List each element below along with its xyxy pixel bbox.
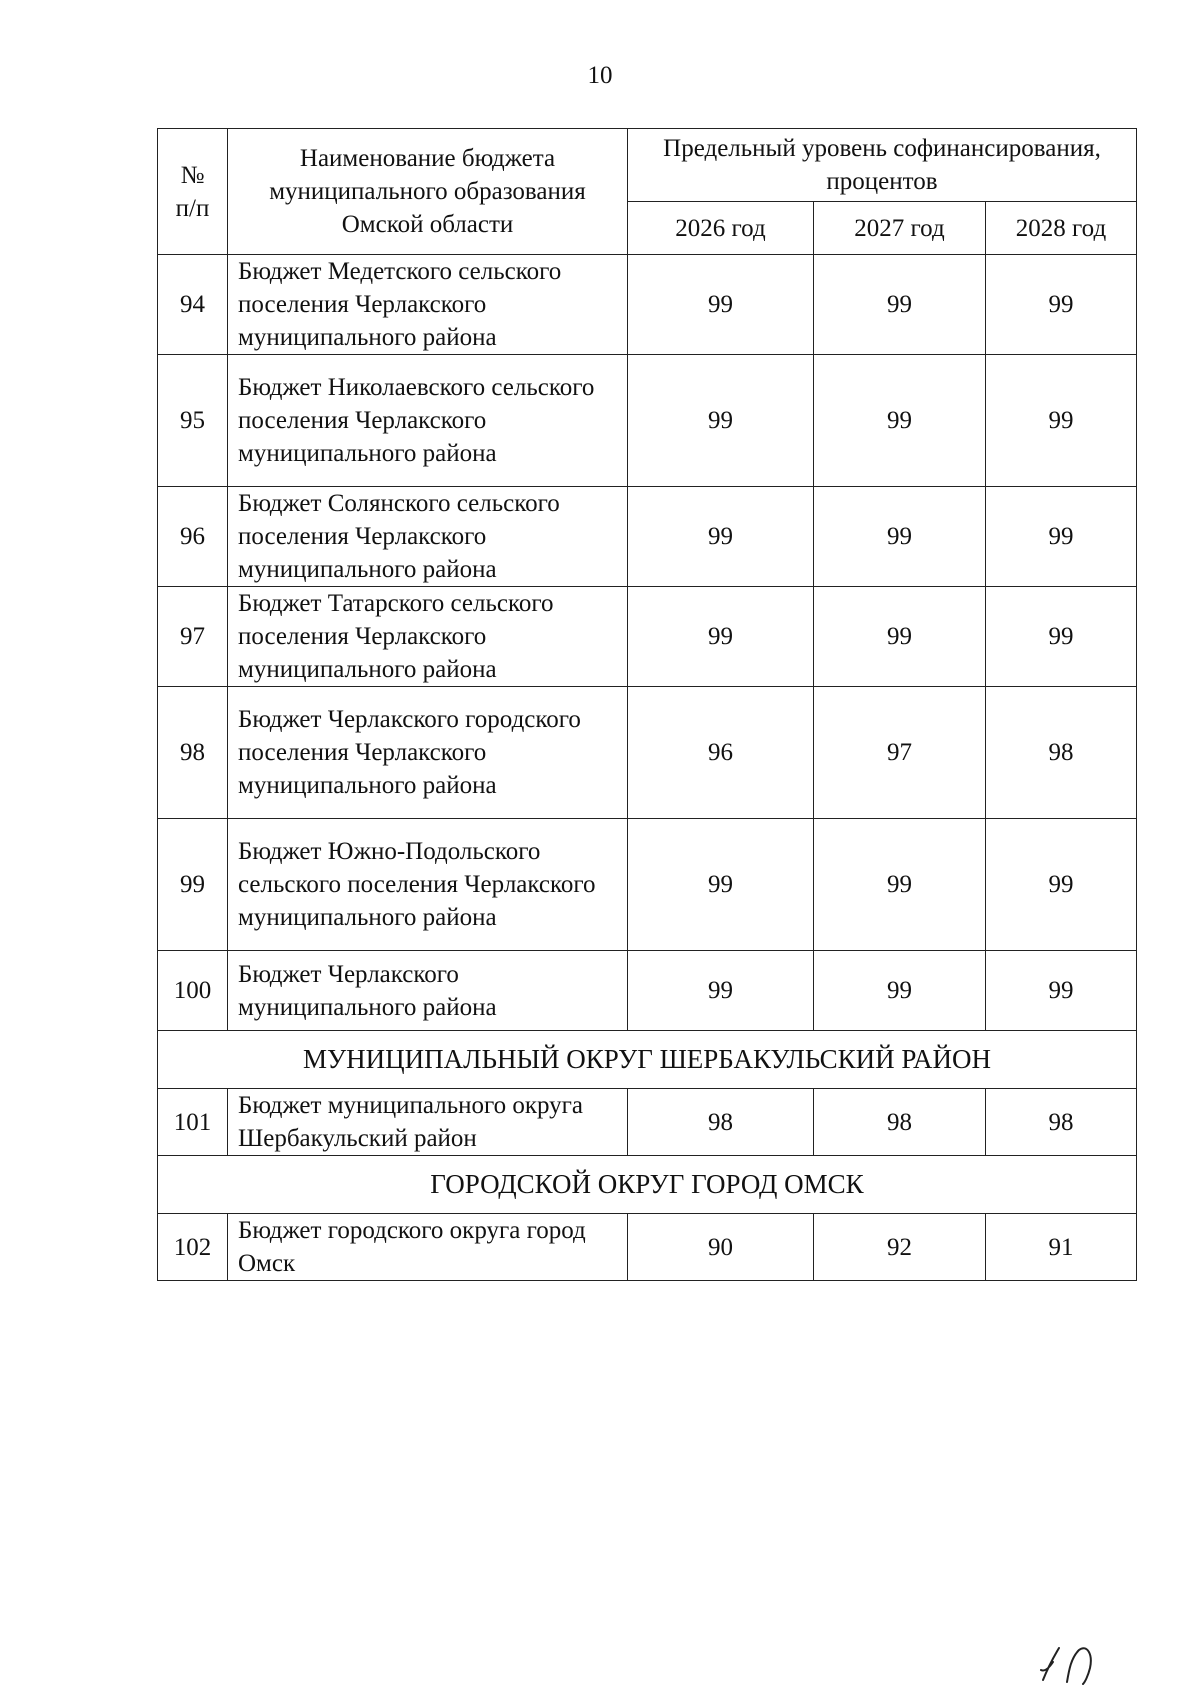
table-row <box>158 255 1137 355</box>
section-row <box>158 1156 1137 1214</box>
budget-name: Бюджет городского округа город Омск <box>228 1214 628 1281</box>
header-year-2028: 2028 год <box>986 202 1137 255</box>
section-row <box>158 1031 1137 1089</box>
row-number: 96 <box>158 487 228 587</box>
value-2026: 96 <box>628 687 814 819</box>
budget-name: Бюджет Татарского сельского поселения Черлакского муниципального района <box>228 587 628 687</box>
table-row <box>158 1214 1137 1281</box>
value-2026: 99 <box>628 587 814 687</box>
value-2028: 99 <box>986 951 1137 1031</box>
header-cofinancing-level: Предельный уровень софинансирования, процентов <box>628 129 1137 202</box>
budget-name: Бюджет Медетского сельского поселения Черлакского муниципального района <box>228 255 628 355</box>
section-title: МУНИЦИПАЛЬНЫЙ ОКРУГ ШЕРБАКУЛЬСКИЙ РАЙОН <box>158 1031 1137 1089</box>
header-number: № п/п <box>158 129 228 255</box>
value-2027: 92 <box>814 1214 986 1281</box>
budget-name: Бюджет муниципального округа Шербакульский район <box>228 1089 628 1156</box>
table-row <box>158 487 1137 587</box>
value-2028: 99 <box>986 255 1137 355</box>
value-2028: 91 <box>986 1214 1137 1281</box>
table-body <box>158 255 1137 1281</box>
row-number: 100 <box>158 951 228 1031</box>
value-2027: 99 <box>814 355 986 487</box>
value-2027: 99 <box>814 951 986 1031</box>
header-budget-name: Наименование бюджета муниципального образования Омской области <box>228 129 628 255</box>
page-number: 10 <box>587 62 613 89</box>
value-2028: 99 <box>986 587 1137 687</box>
budget-name: Бюджет Южно-Подольского сельского поселения Черлакского муниципального района <box>228 819 628 951</box>
row-number: 101 <box>158 1089 228 1156</box>
value-2027: 98 <box>814 1089 986 1156</box>
value-2026: 99 <box>628 951 814 1031</box>
value-2028: 99 <box>986 355 1137 487</box>
value-2026: 99 <box>628 819 814 951</box>
header-year-2027: 2027 год <box>814 202 986 255</box>
row-number: 99 <box>158 819 228 951</box>
value-2028: 99 <box>986 487 1137 587</box>
value-2028: 98 <box>986 1089 1137 1156</box>
value-2026: 99 <box>628 255 814 355</box>
budget-name: Бюджет Черлакского муниципального района <box>228 951 628 1031</box>
row-number: 97 <box>158 587 228 687</box>
budget-name: Бюджет Черлакского городского поселения Черлакского муниципального района <box>228 687 628 819</box>
section-title: ГОРОДСКОЙ ОКРУГ ГОРОД ОМСК <box>158 1156 1137 1214</box>
budget-name: Бюджет Солянского сельского поселения Черлакского муниципального района <box>228 487 628 587</box>
table-row <box>158 1089 1137 1156</box>
value-2027: 99 <box>814 819 986 951</box>
table-row <box>158 355 1137 487</box>
value-2026: 99 <box>628 487 814 587</box>
value-2026: 90 <box>628 1214 814 1281</box>
row-number: 98 <box>158 687 228 819</box>
row-number: 102 <box>158 1214 228 1281</box>
cofinancing-table <box>157 128 1137 1281</box>
table-row <box>158 819 1137 951</box>
value-2027: 99 <box>814 587 986 687</box>
row-number: 95 <box>158 355 228 487</box>
handwritten-signature <box>1035 1640 1105 1688</box>
header-year-2026: 2026 год <box>628 202 814 255</box>
value-2028: 98 <box>986 687 1137 819</box>
budget-name: Бюджет Николаевского сельского поселения Черлакского муниципального района <box>228 355 628 487</box>
value-2026: 98 <box>628 1089 814 1156</box>
value-2027: 97 <box>814 687 986 819</box>
value-2027: 99 <box>814 255 986 355</box>
value-2026: 99 <box>628 355 814 487</box>
value-2027: 99 <box>814 487 986 587</box>
row-number: 94 <box>158 255 228 355</box>
value-2028: 99 <box>986 819 1137 951</box>
table-row <box>158 587 1137 687</box>
table-row <box>158 951 1137 1031</box>
table-row <box>158 687 1137 819</box>
